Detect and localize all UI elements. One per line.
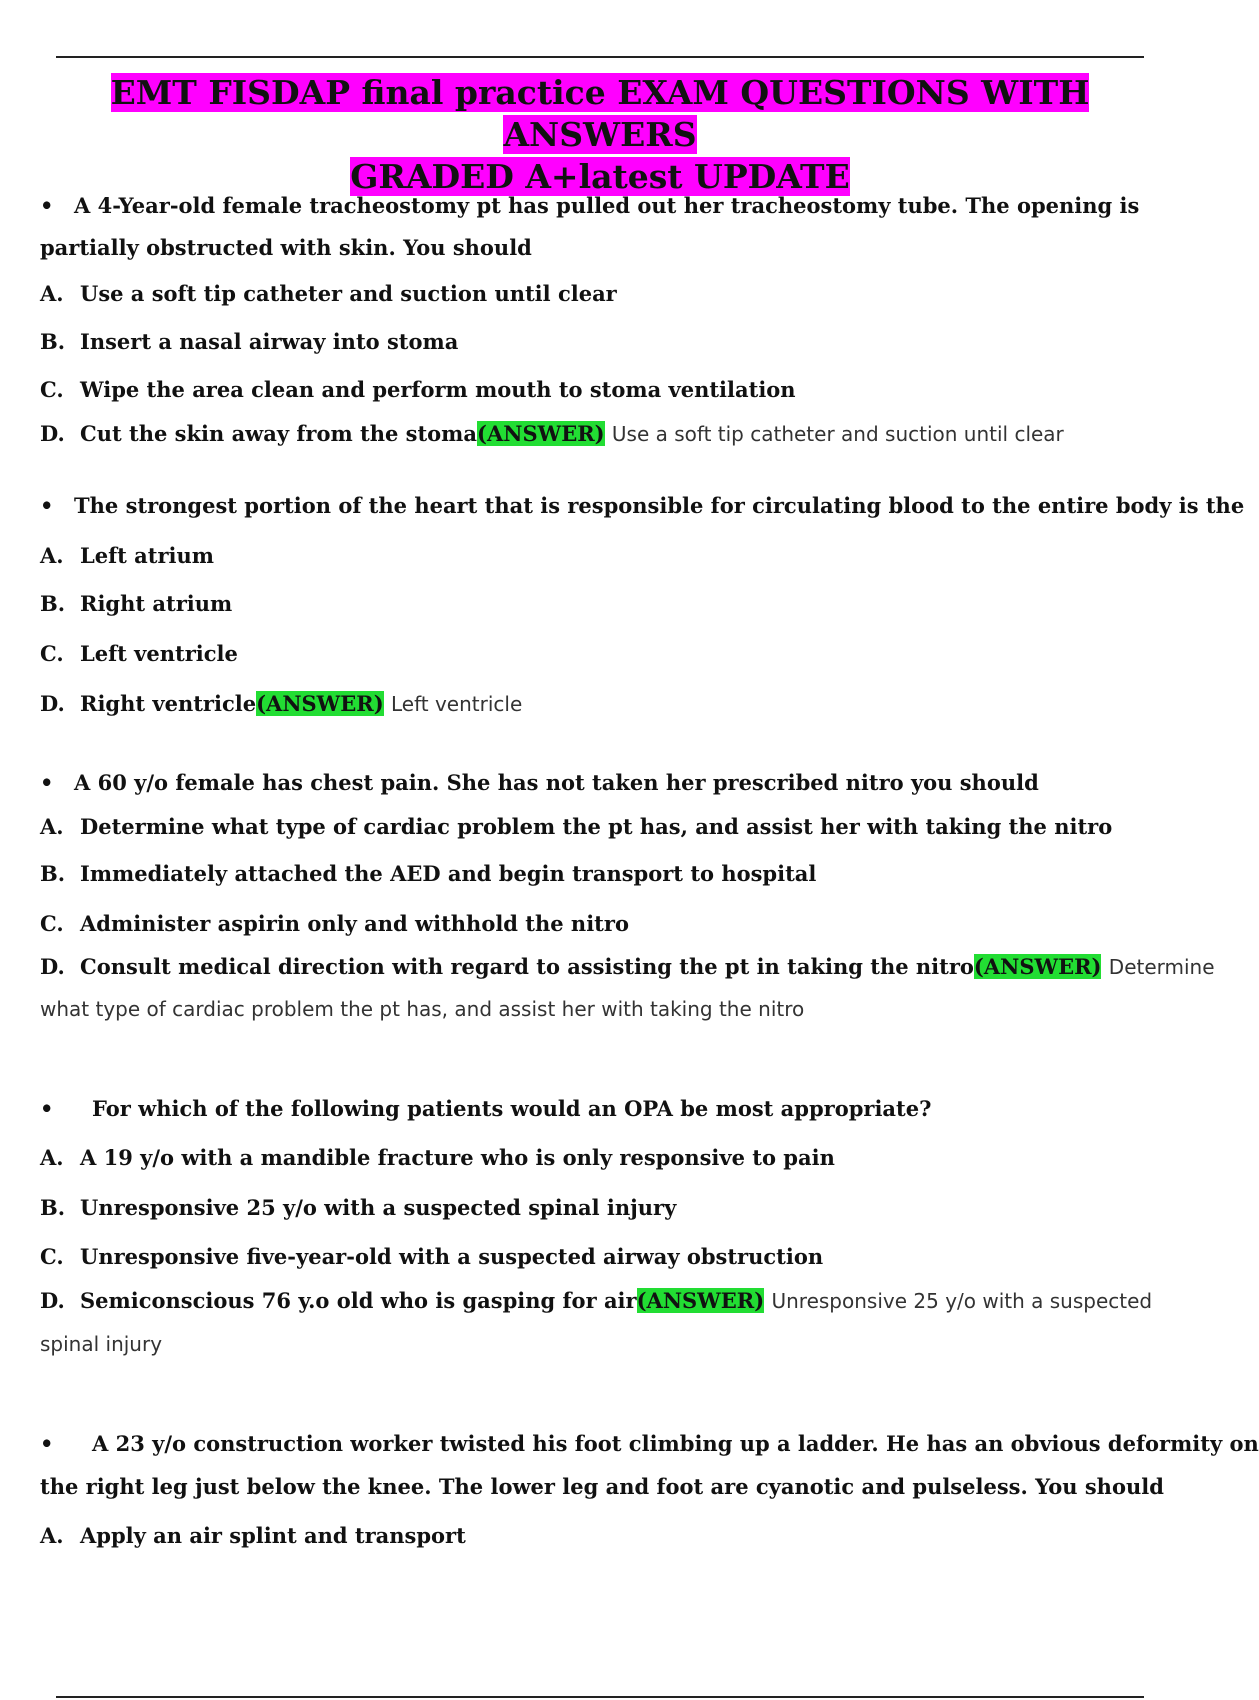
option-d: D. Right ventricle(ANSWER) Left ventricle <box>40 691 523 716</box>
answer-text: Use a soft tip catheter and suction until clear <box>611 422 1064 446</box>
answer-tag: (ANSWER) <box>636 1288 765 1313</box>
bullet-icon: • <box>40 770 54 795</box>
answer-text: Left ventricle <box>390 692 523 716</box>
title-line-2: GRADED A+latest UPDATE <box>350 157 850 196</box>
question-stem: • A 60 y/o female has chest pain. She has not taken her prescribed nitro you should <box>40 762 1190 804</box>
question-stem: • A 4-Year-old female tracheostomy pt has pulled out her tracheostomy tube. The opening is <box>40 185 1190 227</box>
option-b: B. Unresponsive 25 y/o with a suspected spinal injury <box>40 1195 677 1220</box>
option-c: C. Left ventricle <box>40 641 238 666</box>
question-stem: • The strongest portion of the heart that is responsible for circulating blood to the entire body is the <box>40 485 1190 527</box>
answer-tag: (ANSWER) <box>973 954 1102 979</box>
question-stem: • A 23 y/o construction worker twisted his foot climbing up a ladder. He has an obvious deformity on <box>40 1423 1190 1465</box>
option-a: A. Determine what type of cardiac problem the pt has, and assist her with taking the nitro <box>40 814 1113 839</box>
option-c: C. Unresponsive five-year-old with a suspected airway obstruction <box>40 1244 824 1269</box>
option-a: A. Apply an air splint and transport <box>40 1523 466 1548</box>
bullet-icon: • <box>40 493 54 518</box>
bullet-icon: • <box>40 1096 54 1121</box>
option-b: B. Right atrium <box>40 591 233 616</box>
title-line-1: EMT FISDAP final practice EXAM QUESTIONS WITH ANSWERS <box>110 73 1090 154</box>
question-stem-continued: the right leg just below the knee. The lower leg and foot are cyanotic and pulseless. You should <box>40 1474 1164 1499</box>
question-stem-continued: partially obstructed with skin. You should <box>40 235 532 260</box>
option-b: B. Immediately attached the AED and begin transport to hospital <box>40 861 817 886</box>
option-d: D. Semiconscious 76 y.o old who is gasping for air(ANSWER) Unresponsive 25 y/o with a suspected <box>40 1288 1153 1313</box>
document-title <box>40 72 1160 198</box>
answer-text-continued: what type of cardiac problem the pt has, and assist her with taking the nitro <box>40 997 805 1021</box>
option-c: C. Wipe the area clean and perform mouth to stoma ventilation <box>40 377 796 402</box>
header-rule <box>56 56 1144 58</box>
option-a: A. Use a soft tip catheter and suction until clear <box>40 281 617 306</box>
question-stem: • For which of the following patients would an OPA be most appropriate? <box>40 1088 1190 1130</box>
bullet-icon: • <box>40 193 54 218</box>
answer-tag: (ANSWER) <box>256 691 384 716</box>
bullet-icon: • <box>40 1431 54 1456</box>
option-d: D. Cut the skin away from the stoma(ANSWER) Use a soft tip catheter and suction until clear <box>40 421 1064 446</box>
footer-rule <box>56 1696 1144 1698</box>
answer-tag: (ANSWER) <box>477 421 605 446</box>
answer-text-continued: spinal injury <box>40 1332 163 1356</box>
answer-text: Determine <box>1108 955 1215 979</box>
option-b: B. Insert a nasal airway into stoma <box>40 329 459 354</box>
option-d: D. Consult medical direction with regard to assisting the pt in taking the nitro(ANSWER) Determine <box>40 954 1215 979</box>
option-a: A. Left atrium <box>40 543 215 568</box>
answer-text: Unresponsive 25 y/o with a suspected <box>771 1289 1153 1313</box>
option-c: C. Administer aspirin only and withhold the nitro <box>40 911 629 936</box>
option-a: A. A 19 y/o with a mandible fracture who is only responsive to pain <box>40 1145 835 1170</box>
